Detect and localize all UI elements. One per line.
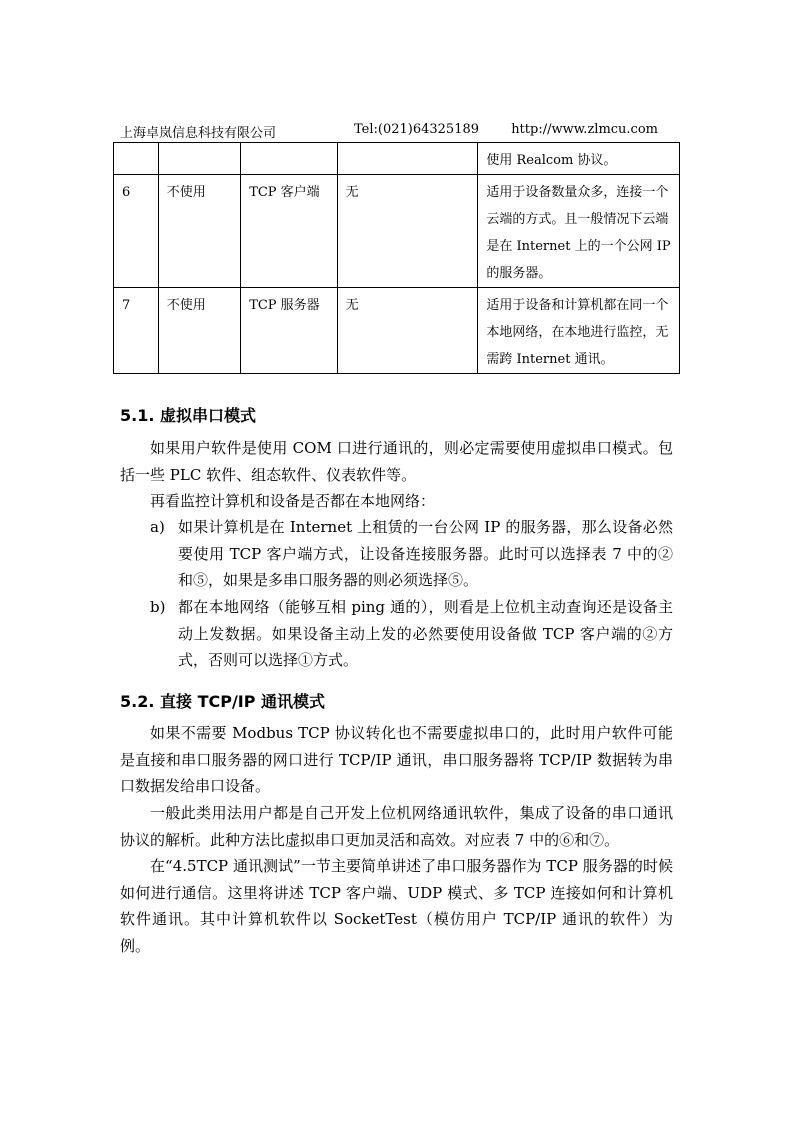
table-cell: 6 [114, 175, 159, 288]
table-cell: 适用于设备和计算机都在同一个本地网络，在本地进行监控，无需跨 Internet 通讯。 [478, 288, 680, 374]
paragraph: 再看监控计算机和设备是否都在本地网络： [150, 492, 436, 510]
page-header [120, 122, 680, 143]
header-tel: Tel:(021)64325189 [354, 122, 480, 137]
table-cell [241, 143, 337, 175]
table-cell: 无 [337, 288, 478, 374]
paragraph: 如果不需要 Modbus TCP 协议转化也不需要虚拟串口的，此时用户软件可能是直接和串口服务器的网口进行 TCP/IP 通讯，串口服务器将 TCP/IP 数据转为串口数据发给串口设备。 [120, 724, 673, 795]
table-cell [337, 143, 478, 175]
section-heading: 5.1. 虚拟串口模式 [120, 406, 256, 425]
table-cell: 使用 Realcom 协议。 [478, 143, 680, 175]
header-url: http://www.zlmcu.com [511, 122, 658, 137]
header-company: 上海卓岚信息科技有限公司 [120, 126, 277, 141]
list-item [150, 594, 673, 674]
paragraph: 一般此类用法用户都是自己开发上位机网络通讯软件，集成了设备的串口通讯协议的解析。此种方法比虚拟串口更加灵活和高效。对应表 7 中的⑥和⑦。 [120, 804, 673, 849]
mode-table [113, 142, 680, 374]
list-item-text: 如果计算机是在 Internet 上租赁的一台公网 IP 的服务器，那么设备必然要使用 TCP 客户端方式，让设备连接服务器。此时可以选择表 7 中的②和⑤，如果是多串口服务器的则必须选择⑤。 [178, 518, 673, 589]
table-cell: 7 [114, 288, 159, 374]
table-row [114, 143, 680, 175]
table-cell [158, 143, 240, 175]
table-cell: TCP 服务器 [241, 288, 337, 374]
table-row [114, 175, 680, 288]
table-cell: 不使用 [158, 288, 240, 374]
list-item [150, 514, 673, 594]
list-marker: b) [150, 598, 166, 616]
list-marker: a) [150, 518, 165, 536]
table-row [114, 288, 680, 374]
table-cell: 不使用 [158, 175, 240, 288]
table-cell [114, 143, 159, 175]
table-cell: 无 [337, 175, 478, 288]
table-cell: 适用于设备数量众多，连接一个云端的方式。且一般情况下云端是在 Internet 上的一个公网 IP 的服务器。 [478, 175, 680, 288]
paragraph: 在“4.5TCP 通讯测试”一节主要简单讲述了串口服务器作为 TCP 服务器的时候如何进行通信。这里将讲述 TCP 客户端、UDP 模式、多 TCP 连接如何和计算机软件通讯。其中计算机软件以 SocketTest（模仿用户 TCP/IP 通讯的软件）为例。 [120, 857, 673, 955]
paragraph: 如果用户软件是使用 COM 口进行通讯的，则必定需要使用虚拟串口模式。包括一些 PLC 软件、组态软件、仪表软件等。 [120, 439, 673, 484]
section-heading: 5.2. 直接 TCP/IP 通讯模式 [120, 692, 326, 711]
table-cell: TCP 客户端 [241, 175, 337, 288]
list-item-text: 都在本地网络（能够互相 ping 通的），则看是上位机主动查询还是设备主动上发数据。如果设备主动上发的必然要使用设备做 TCP 客户端的②方式，否则可以选择①方式。 [178, 598, 673, 669]
